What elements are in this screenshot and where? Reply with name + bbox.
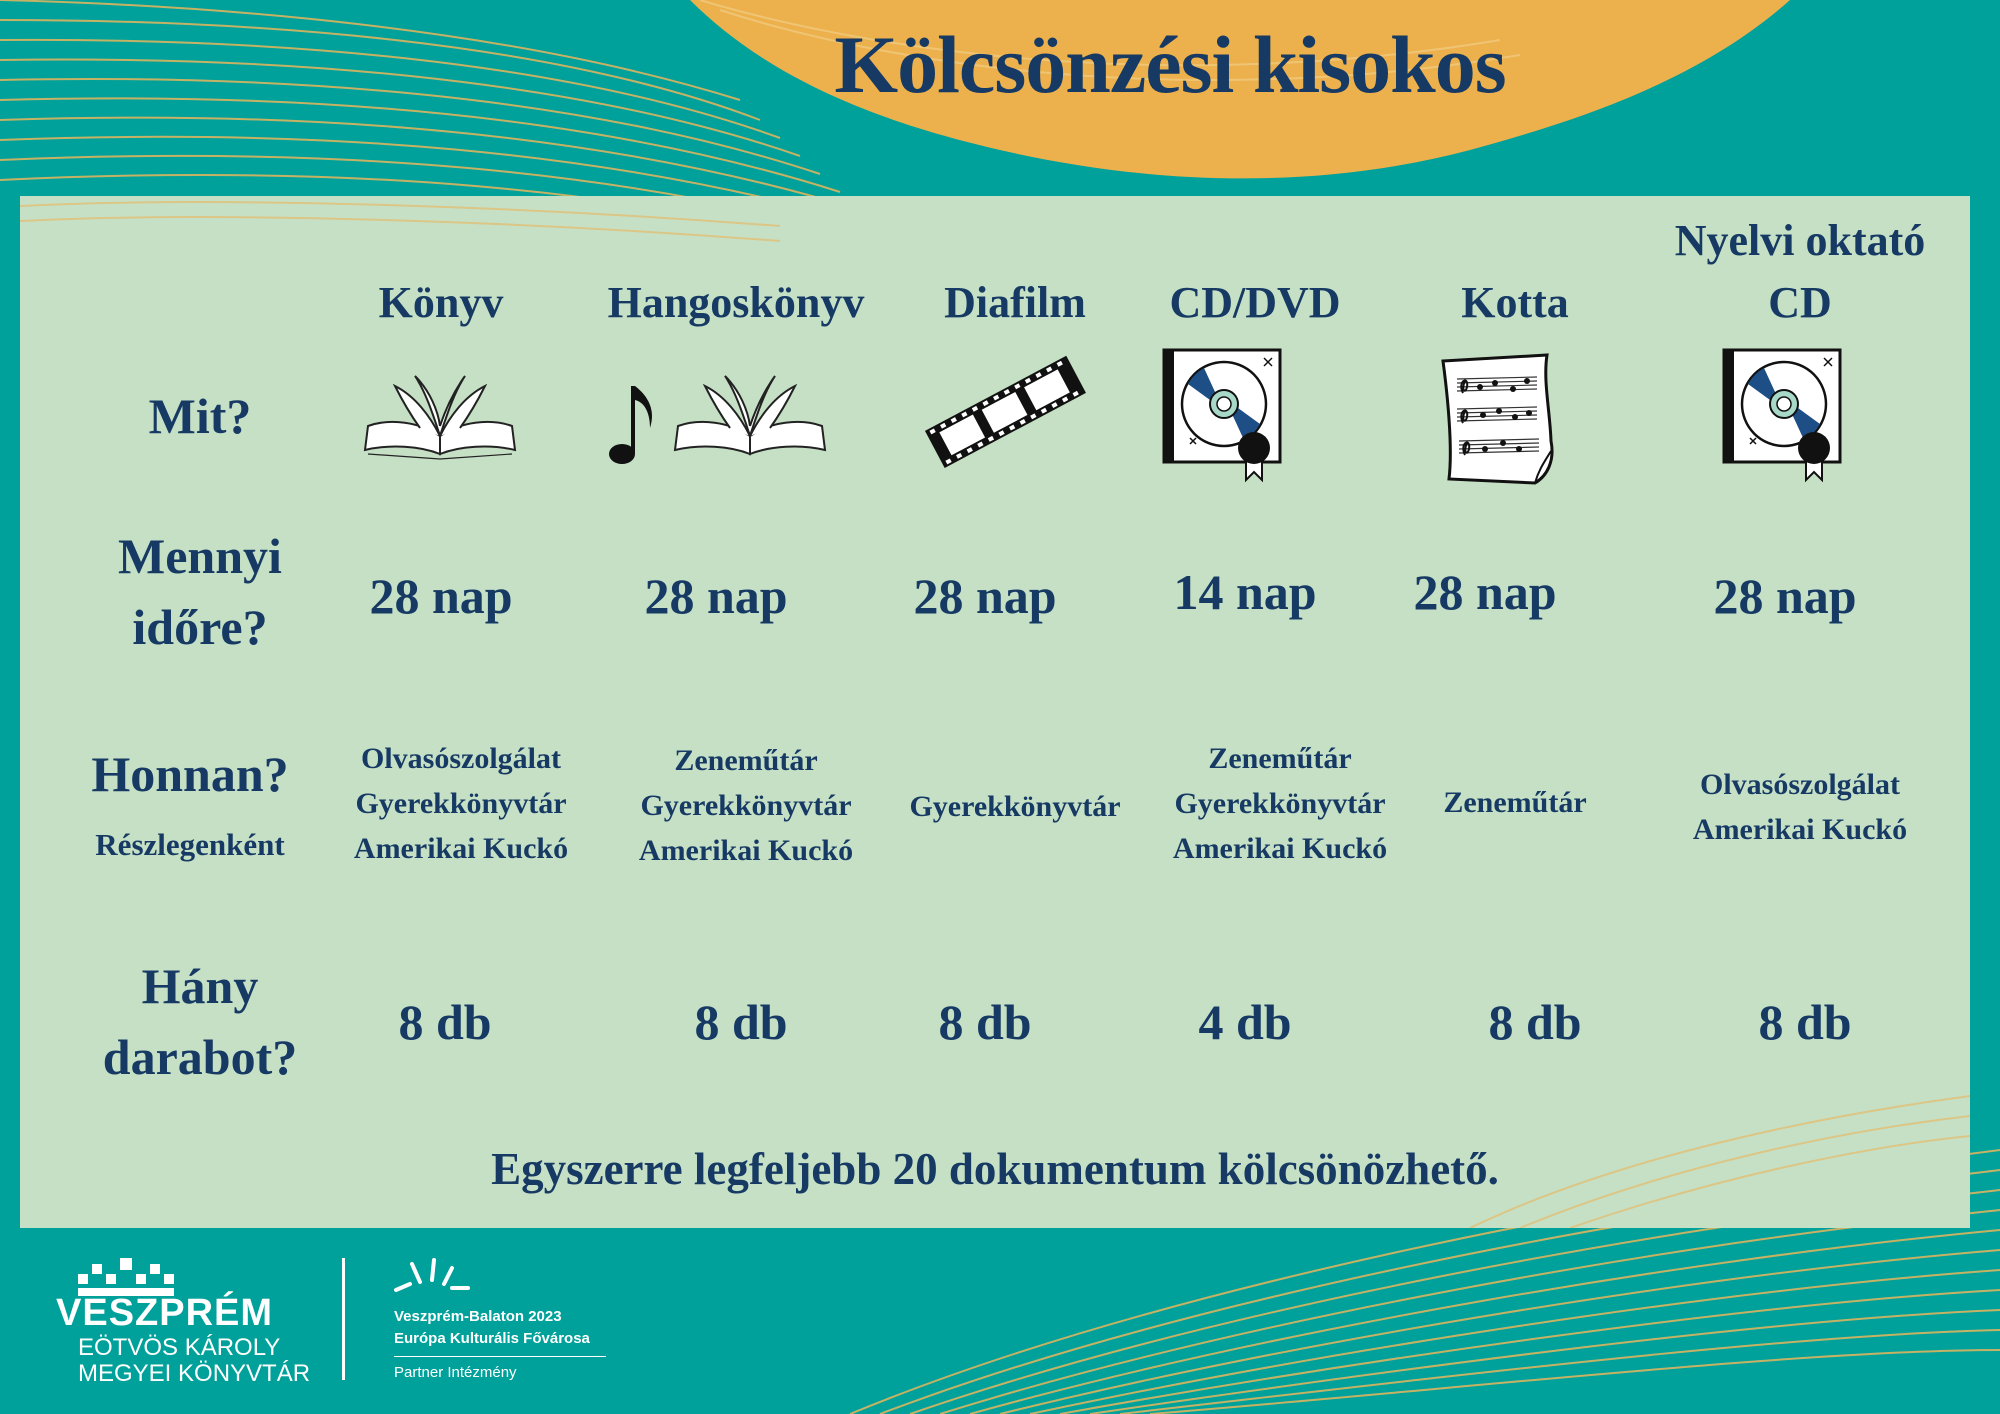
page-title: Kölcsönzési kisokos (834, 19, 1506, 110)
cd-case-icon (1720, 346, 1850, 486)
source-item: Amerikai Kuckó (638, 834, 854, 867)
source-item: Amerikai Kuckó (353, 832, 569, 865)
sunburst-icon (392, 1258, 472, 1298)
column-header-cd-dvd: CD/DVD (1169, 278, 1341, 327)
sources-diafilm (865, 784, 1165, 829)
count-diafilm: 8 db (938, 994, 1032, 1050)
ecoc-logo-line: Veszprém-Balaton 2023 (394, 1308, 562, 1325)
source-item: Zeneműtár (1443, 786, 1587, 819)
days-hangoskonyv: 28 nap (644, 568, 788, 624)
filmstrip-icon (915, 346, 1095, 476)
row-label-line: Hány (141, 958, 259, 1014)
row-label-line: darabot? (102, 1029, 298, 1085)
source-item: Olvasószolgálat (361, 742, 561, 775)
logo-divider (342, 1258, 345, 1380)
source-item: Amerikai Kuckó (1692, 813, 1908, 846)
column-header-line: Nyelvi oktató (1674, 216, 1926, 265)
days-kotta: 28 nap (1413, 564, 1557, 620)
days-konyv: 28 nap (369, 568, 513, 624)
count-kotta: 8 db (1488, 994, 1582, 1050)
sources-hangoskonyv (596, 738, 896, 873)
column-header-hangoskonyv: Hangoskönyv (607, 278, 865, 327)
row-label-line: időre? (132, 599, 268, 655)
source-item: Zeneműtár (1208, 742, 1352, 775)
cd-case-icon (1160, 346, 1290, 486)
column-header-diafilm: Diafilm (944, 278, 1086, 327)
row-label-where-sub: Részlegenként (95, 827, 285, 862)
column-header-kotta: Kotta (1461, 278, 1569, 327)
library-logo-name: VESZPRÉM (56, 1292, 274, 1334)
count-hangoskonyv: 8 db (694, 994, 788, 1050)
info-panel (20, 196, 1970, 1228)
ecoc-logo-line: Európa Kulturális Fővárosa (394, 1330, 590, 1347)
column-header-nyelvi-oktato-cd (1620, 214, 1980, 329)
days-diafilm: 28 nap (913, 568, 1057, 624)
source-item: Gyerekkönyvtár (355, 787, 567, 820)
footer-note: Egyszerre legfeljebb 20 dokumentum kölcsönözhető. (491, 1144, 1499, 1194)
source-item: Amerikai Kuckó (1172, 832, 1388, 865)
days-cd-dvd: 14 nap (1173, 564, 1317, 620)
row-label-line: Mennyi (118, 528, 282, 584)
source-item: Olvasószolgálat (1700, 768, 1900, 801)
sources-kotta (1365, 780, 1665, 825)
row-label-how-many (60, 956, 340, 1088)
column-header-line: CD (1768, 277, 1832, 327)
sources-konyv (311, 736, 611, 871)
count-konyv: 8 db (398, 994, 492, 1050)
sources-nyelvi-oktato-cd (1650, 762, 1950, 852)
days-nyelvi-oktato-cd: 28 nap (1713, 568, 1857, 624)
ecoc-partner-label: Partner Intézmény (394, 1364, 517, 1381)
count-cd-dvd: 4 db (1198, 994, 1292, 1050)
sheet-music-icon (1435, 351, 1565, 491)
count-nyelvi-oktato-cd: 8 db (1758, 994, 1852, 1050)
audiobook-icon (600, 366, 830, 476)
row-label-how-long (60, 526, 340, 658)
ecoc-divider (394, 1356, 606, 1357)
library-logo-line: MEGYEI KÖNYVTÁR (78, 1360, 311, 1387)
library-logo-line: EÖTVÖS KÁROLY (78, 1334, 281, 1361)
source-item: Gyerekkönyvtár (1174, 787, 1386, 820)
source-item: Gyerekkönyvtár (640, 789, 852, 822)
open-book-icon (360, 366, 520, 466)
source-item: Gyerekkönyvtár (909, 790, 1121, 823)
column-header-konyv: Könyv (378, 278, 504, 327)
row-label-where: Honnan? (91, 746, 289, 802)
source-item: Zeneműtár (674, 744, 818, 777)
row-label-what: Mit? (148, 388, 252, 444)
